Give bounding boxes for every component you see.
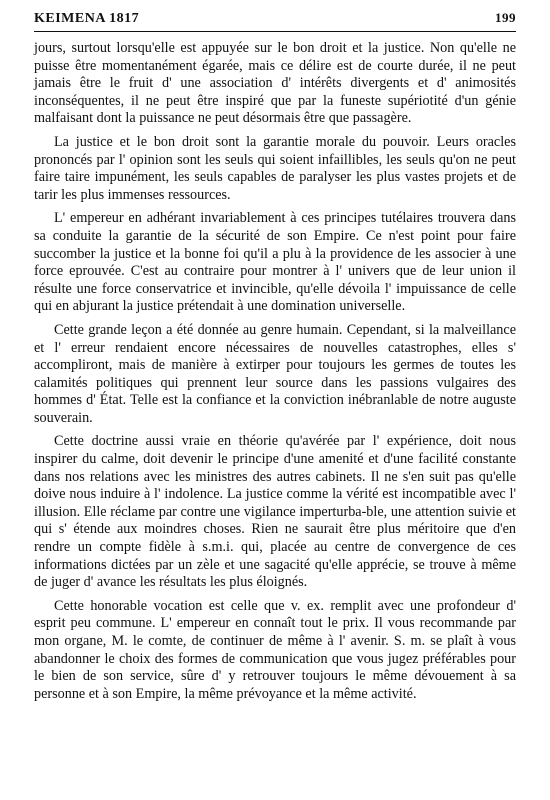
paragraph-5: Cette doctrine aussi vraie en théorie qu'avérée par l' expérience, doit nous inspirer du calme, doit devenir le principe d'une amenité et d'une facilité constante dans nos relations avec les ministres des autres cabinets. Il ne s'en suit pas qu'elle doive nous induire à l' indolence. La justice comme la vérité est incompatible avec l' illusion. Elle réclame par contre une vigilance imperturba-ble, une attention suivie et qui s' étende aux moindres choses. Rien ne saurait être plus méritoire que d'en rendre un compte fidèle à s.m.i. qui, placée au centre de convergence de ces informations dictées par un zèle et une sagacité qu'elle apprécie, se trouve à même de juger d' avance les résultats les plus éloignés.: [34, 433, 516, 591]
paragraph-4: Cette grande leçon a été donnée au genre humain. Cependant, si la malveillance et l' erreur rendaient encore nécessaires de nouvelles catastrophes, elles s' accompliront, mais de manière à extirper pour toujours les germes de toutes les calamités politiques qui prennent leur source dans les passions vulgaires des hommes d' État. Telle est la confiance et la conviction inébranlable de notre auguste souverain.: [34, 321, 516, 426]
running-header: [34, 10, 516, 32]
paragraph-3: L' empereur en adhérant invariablement à ces principes tutélaires trouvera dans sa conduite la garantie de la sécurité de son Empire. Ce n'est point pour faire succomber la justice et la bonne foi qu'il a plu à la providence de les associer à une force eprouvée. C'est au contraire pour montrer à l' univers que de leur union il résulte une force conservatrice et invincible, qu'elle dévoila l' impuissance de celle qui en abjurant la justice prétendait à une domination universelle.: [34, 210, 516, 315]
body-text: [34, 40, 516, 703]
paragraph-2: La justice et le bon droit sont la garantie morale du pouvoir. Leurs oracles prononcés par l' opinion sont les seuls qui soient infaillibles, les seuls qu'on ne peut faire taire impunément, les seuls capables de paralyser les plus vastes projets et de tarir les plus immenses ressources.: [34, 133, 516, 203]
document-page: [34, 10, 516, 790]
paragraph-1: jours, surtout lorsqu'elle est appuyée sur le bon droit et la justice. Non qu'elle ne puisse être momentanément égarée, mais ce délire est de courte durée, il ne peut jamais être le fruit d' une association d' intérêts divergents et d' animosités inconséquentes, il ne peut être inspiré que par la funeste supériotité d'un génie malfaisant dont la puissance ne peut désormais être que passagère.: [34, 40, 516, 127]
running-title: KEIMENA 1817: [34, 11, 140, 26]
page-number: 199: [495, 10, 516, 25]
paragraph-6: Cette honorable vocation est celle que v. ex. remplit avec une profondeur d' esprit peu commune. L' empereur en connaît tout le prix. Il vous recommande par mon organe, M. le comte, de continuer de même à l' avenir. S. m. se plaît à vous abandonner le choix des formes de communication que vous jugez préférables pour le bien de son service, sûre d' y retrouver toujours le même dévouement à sa personne et à son Empire, la même prévoyance et la même activité.: [34, 597, 516, 702]
